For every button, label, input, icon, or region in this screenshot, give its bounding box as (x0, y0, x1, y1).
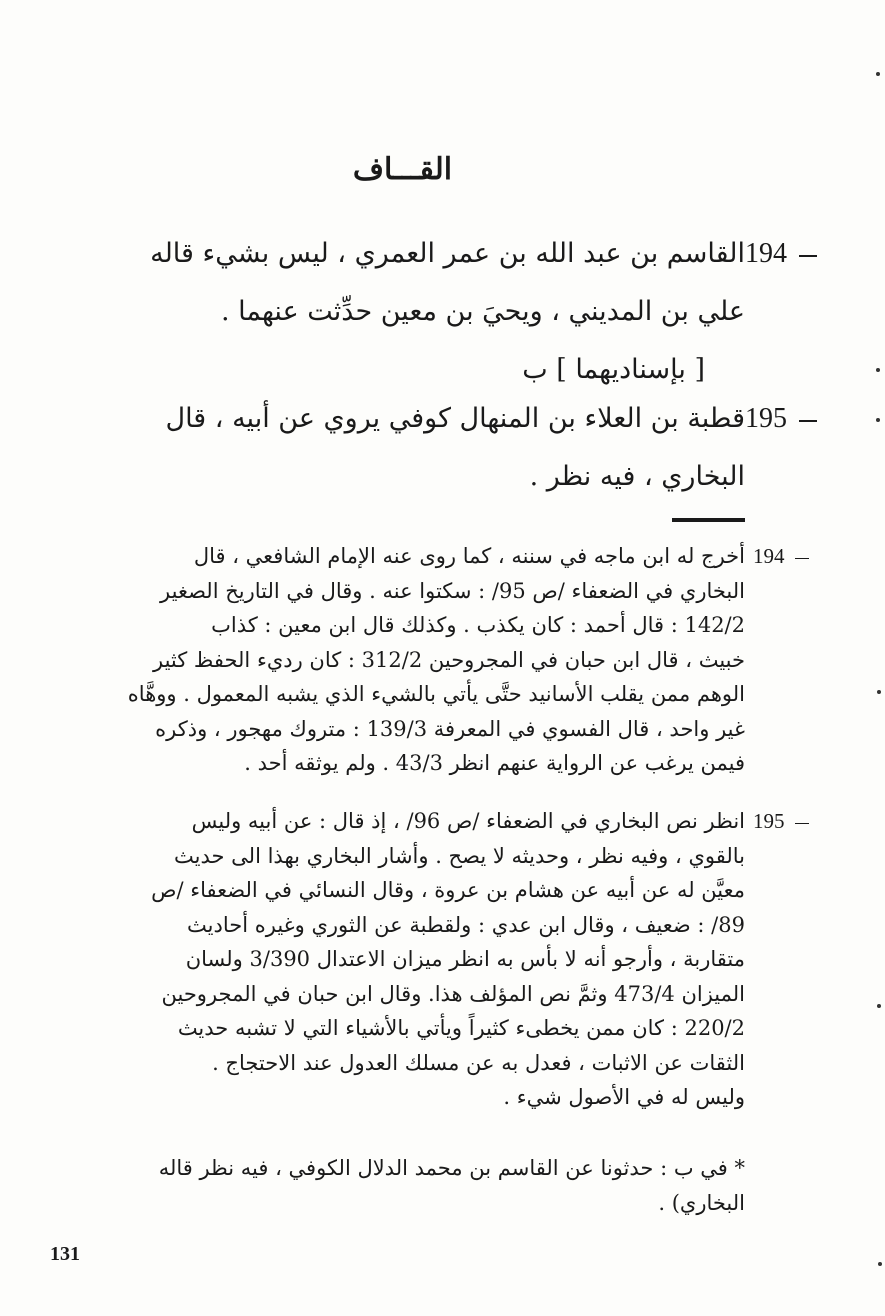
entry-line: البخاري ، فيه نظر . (529, 461, 745, 492)
footnote-line: 142/2 : قال أحمد : كان يكذب . وكذلك قال ابن معين : كذاب (211, 613, 745, 637)
entry-195 (52, 390, 787, 506)
chapter-title: القـــاف (352, 152, 453, 187)
page-number: 131 (50, 1243, 80, 1265)
footnote-divider (672, 518, 745, 522)
footnote-line: 89/ : ضعيف ، وقال ابن عدي : ولقطبة عن الثوري وغيره أحاديث (187, 912, 745, 937)
footnote-dash (795, 558, 809, 559)
entry-194 (52, 225, 787, 399)
variant-note (52, 1151, 745, 1220)
footnote-dash (795, 823, 809, 824)
scan-speck (876, 418, 880, 422)
footnote-line: معيَّن له عن أبيه عن هشام بن عروة ، وقال النسائي في الضعفاء /ص (151, 878, 745, 902)
footnote-line: غير واحد ، قال الفسوي في المعرفة 139/3 : متروك مهجور ، وذكره (155, 716, 745, 741)
variant-note-line: * في ب : حدثونا عن القاسم بن محمد الدلال الكوفي ، فيه نظر قاله (158, 1156, 745, 1180)
scan-speck (877, 1004, 881, 1008)
footnote-194 (52, 539, 785, 781)
scan-speck (876, 72, 880, 76)
footnote-line: 220/2 : كان ممن يخطىء كثيراً ويأتي بالأشياء التي لا تشبه حديث (177, 1016, 745, 1040)
footnote-line: البخاري في الضعفاء /ص 95/ : سكتوا عنه . وقال في التاريخ الصغير (160, 578, 745, 603)
footnote-line: الميزان 473/4 وثمَّ نص المؤلف هذا. وقال ابن حبان في المجروحين (161, 981, 745, 1006)
footnote-number: 195 (753, 804, 845, 839)
entry-line: القاسم بن عبد الله بن عمر العمري ، ليس بشيء قاله (150, 238, 745, 269)
footnote-line: انظر نص البخاري في الضعفاء /ص 96/ ، إذ قال : عن أبيه وليس (191, 809, 745, 833)
footnote-number: 194 (753, 539, 845, 574)
footnote-line: فيمن يرغب عن الرواية عنهم انظر 43/3 . ولم يوثقه أحد . (244, 751, 745, 775)
scan-speck (877, 690, 881, 694)
entry-number: 195 (745, 390, 845, 448)
entry-line: علي بن المديني ، ويحيَ بن معين حدِّثت عنهما . (220, 296, 745, 327)
footnote-line: بالقوي ، وفيه نظر ، وحديثه لا يصح . وأشار البخاري بهذا الى حديث (174, 843, 745, 868)
entry-line: قطبة بن العلاء بن المنهال كوفي يروي عن أبيه ، قال (165, 403, 745, 434)
entry-dash (799, 420, 817, 422)
footnote-line: الثقات عن الاثبات ، فعدل به عن مسلك العدول عند الاحتجاج . (212, 1050, 745, 1075)
footnote-line: وليس له في الأصول شيء . (503, 1085, 745, 1109)
footnote-line: الوهم ممن يقلب الأسانيد حتَّى يأتي بالشيء الذي يشبه المعمول . ووهَّاه (127, 682, 745, 706)
scan-speck (878, 1262, 882, 1266)
entry-number: 194 (745, 225, 845, 283)
footnote-line: أخرج له ابن ماجه في سننه ، كما روى عنه الإمام الشافعي ، قال (193, 544, 745, 568)
footnote-line: خبيث ، قال ابن حبان في المجروحين 312/2 : كان رديء الحفظ كثير (152, 647, 745, 672)
entry-line: [ بإسناديهما ] ب (522, 354, 705, 385)
footnote-195 (52, 804, 785, 1115)
scan-speck (876, 368, 880, 372)
variant-note-line: البخاري) . (658, 1190, 745, 1215)
footnote-line: متقاربة ، وأرجو أنه لا بأس به انظر ميزان الاعتدال 3/390 ولسان (185, 947, 745, 971)
entry-dash (799, 255, 817, 257)
